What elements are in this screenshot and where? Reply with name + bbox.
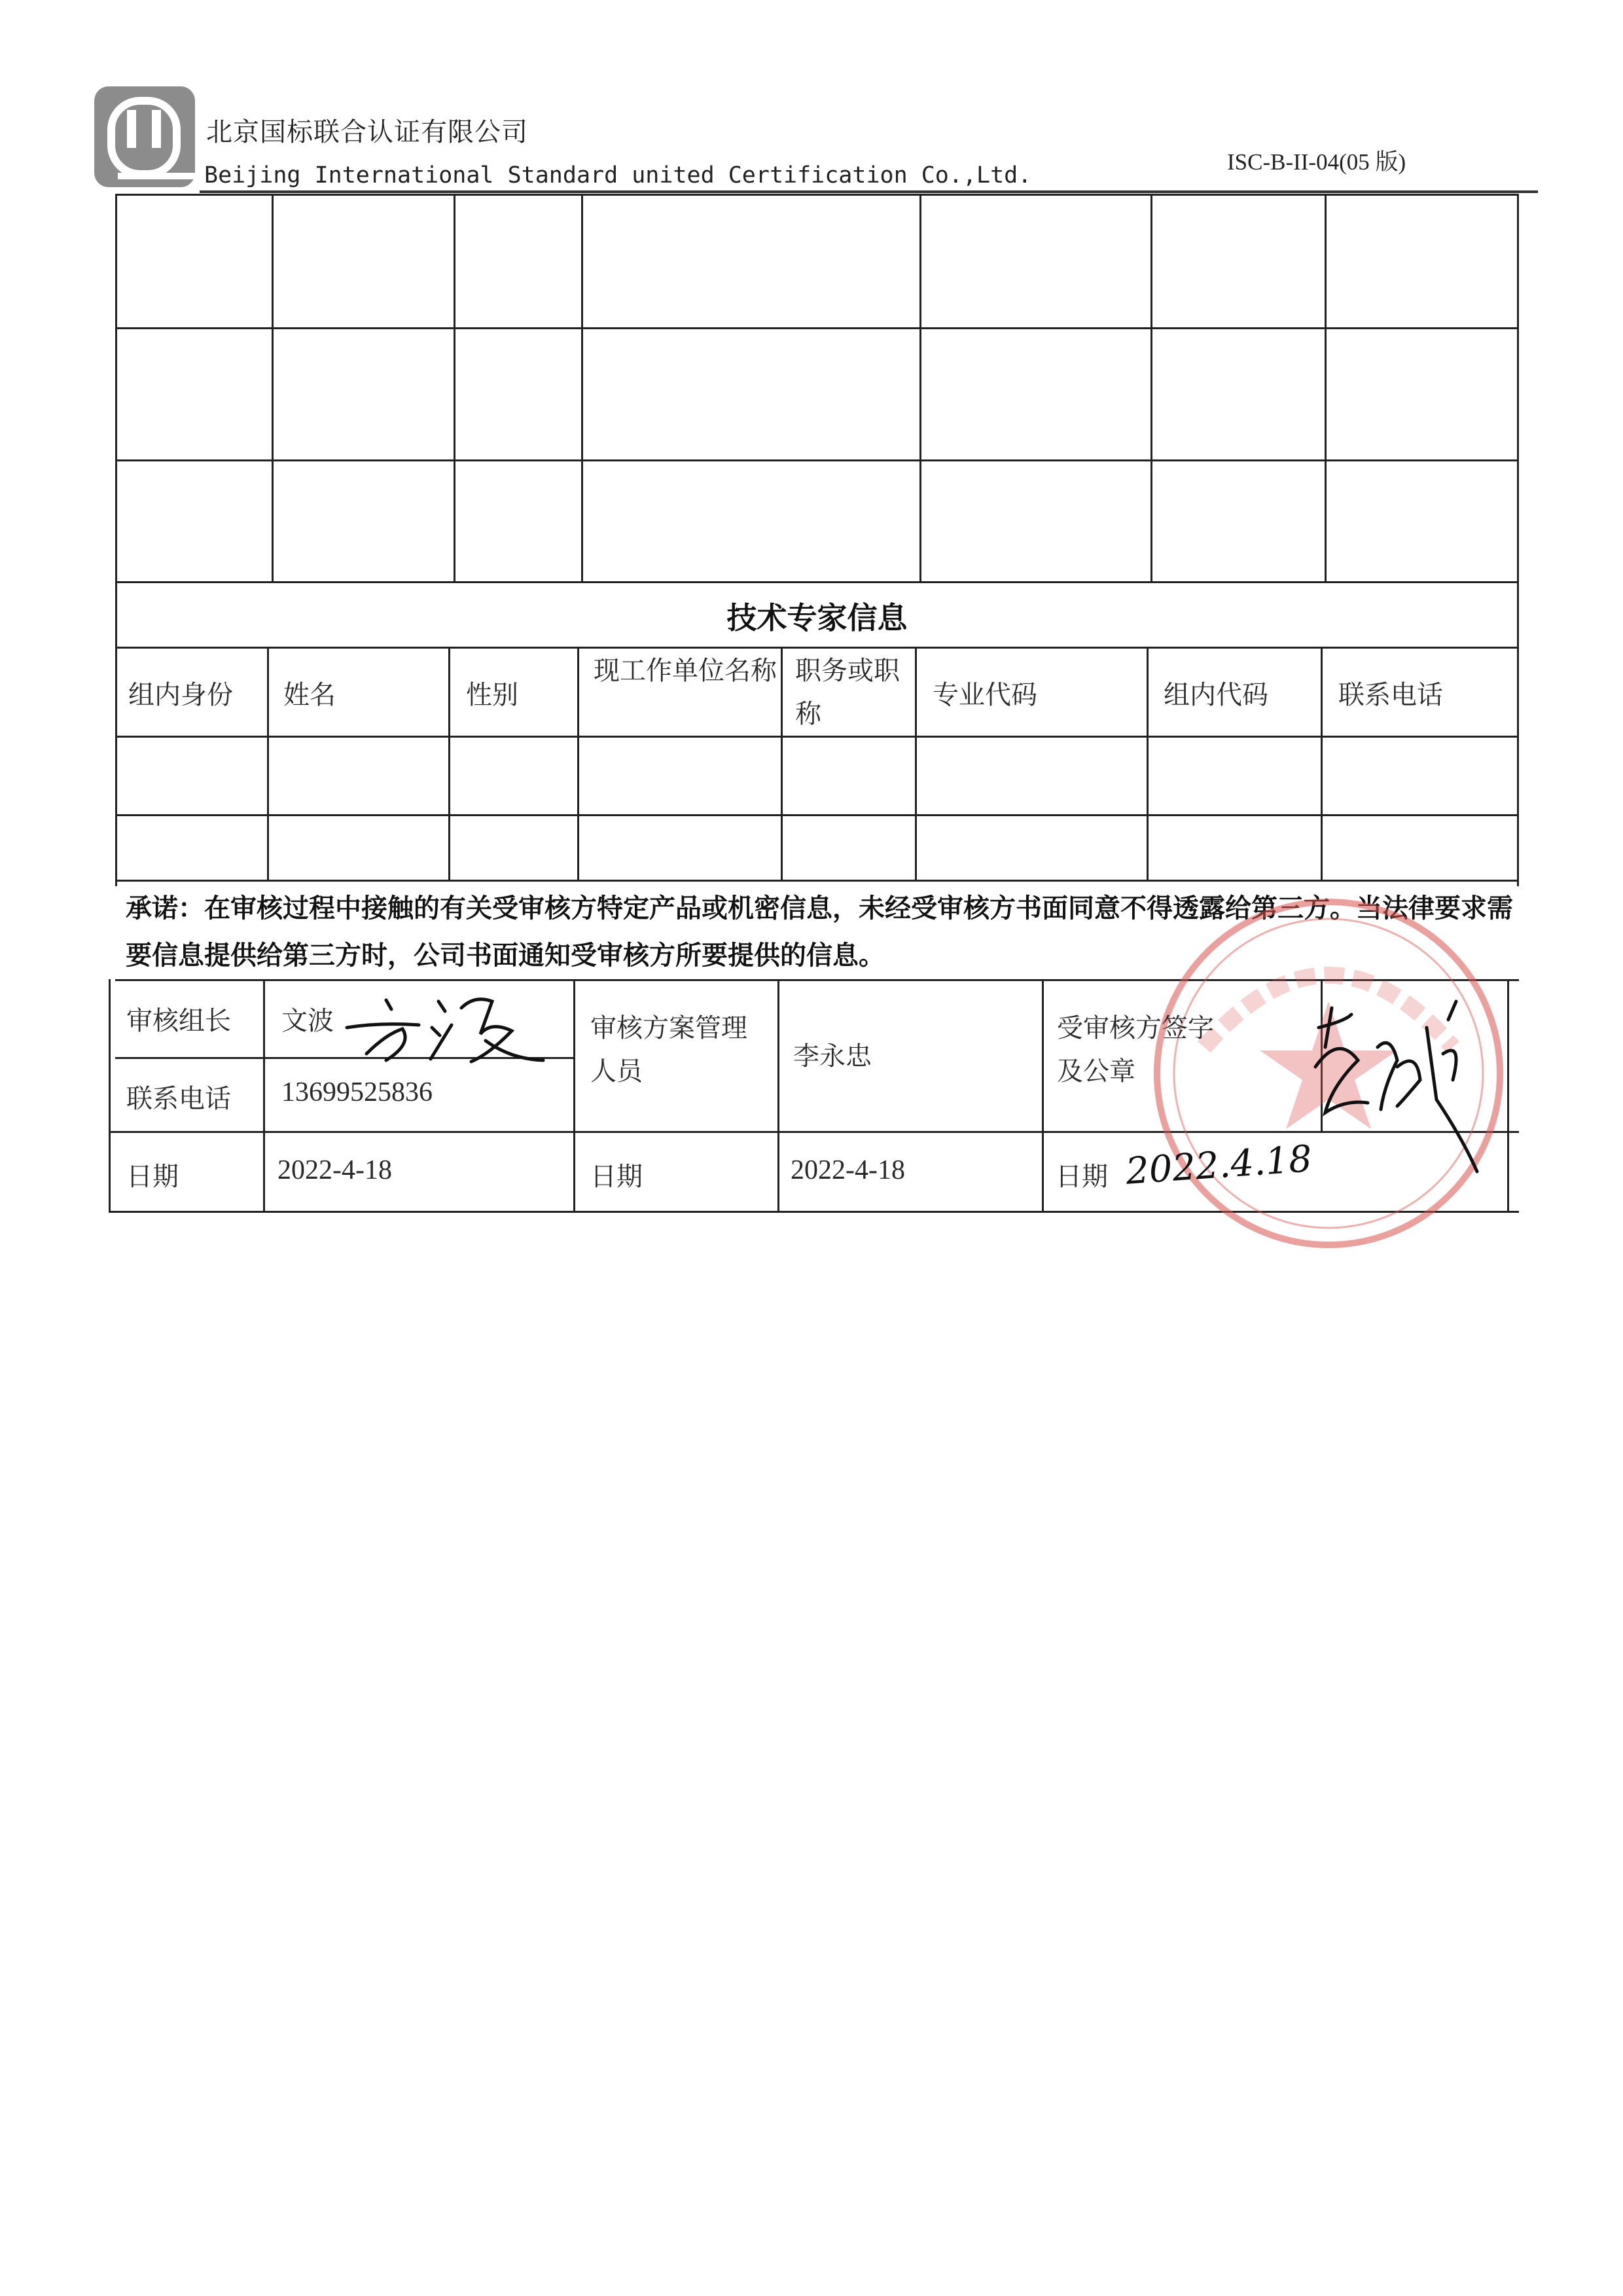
leader-signature bbox=[340, 982, 550, 1069]
company-name-en: Beijing International Standard united Certification Co.,Ltd. bbox=[204, 162, 1032, 188]
confidentiality-commitment: 承诺：在审核过程中接触的有关受审核方特定产品或机密信息，未经受审核方书面同意不得透露给第三方。当法律要求需要信息提供给第三方时，公司书面通知受审核方所要提供的信息。 bbox=[126, 893, 1513, 971]
company-name-cn: 北京国标联合认证有限公司 bbox=[206, 117, 528, 147]
date-auditee-handwritten: 2022.4.18 bbox=[1124, 1138, 1313, 1193]
auditee-signature bbox=[1306, 988, 1495, 1187]
date-leader: 2022-4-18 bbox=[277, 1155, 392, 1185]
col-header-title: 职务或职称 bbox=[795, 656, 900, 729]
phone-label: 联系电话 bbox=[126, 1084, 231, 1114]
plan-manager-label: 审核方案管理人员 bbox=[590, 1013, 747, 1086]
col-header-group-code: 组内代码 bbox=[1164, 680, 1268, 710]
date-label-leader: 日期 bbox=[126, 1162, 179, 1192]
col-header-name: 姓名 bbox=[283, 680, 336, 710]
audit-leader-name: 文波 bbox=[281, 1006, 334, 1036]
header-divider bbox=[200, 190, 1538, 193]
col-header-phone: 联系电话 bbox=[1338, 680, 1443, 710]
col-header-employer: 现工作单位名称 bbox=[594, 656, 777, 686]
col-header-gender: 性别 bbox=[466, 680, 518, 710]
document-code: ISC-B-II-04(05 版) bbox=[1227, 149, 1406, 175]
col-header-role: 组内身份 bbox=[128, 680, 233, 710]
date-plan: 2022-4-18 bbox=[791, 1155, 905, 1185]
audit-leader-label: 审核组长 bbox=[126, 1006, 231, 1036]
auditee-sign-label: 受审核方签字及公章 bbox=[1057, 1013, 1214, 1086]
plan-manager-name: 李永忠 bbox=[793, 1041, 872, 1071]
date-label-auditee: 日期 bbox=[1056, 1162, 1108, 1192]
leader-phone: 13699525836 bbox=[281, 1077, 433, 1107]
company-logo-icon bbox=[92, 84, 198, 190]
expert-section-title: 技术专家信息 bbox=[726, 600, 908, 636]
col-header-specialty-code: 专业代码 bbox=[933, 680, 1037, 710]
date-label-plan: 日期 bbox=[590, 1162, 643, 1192]
